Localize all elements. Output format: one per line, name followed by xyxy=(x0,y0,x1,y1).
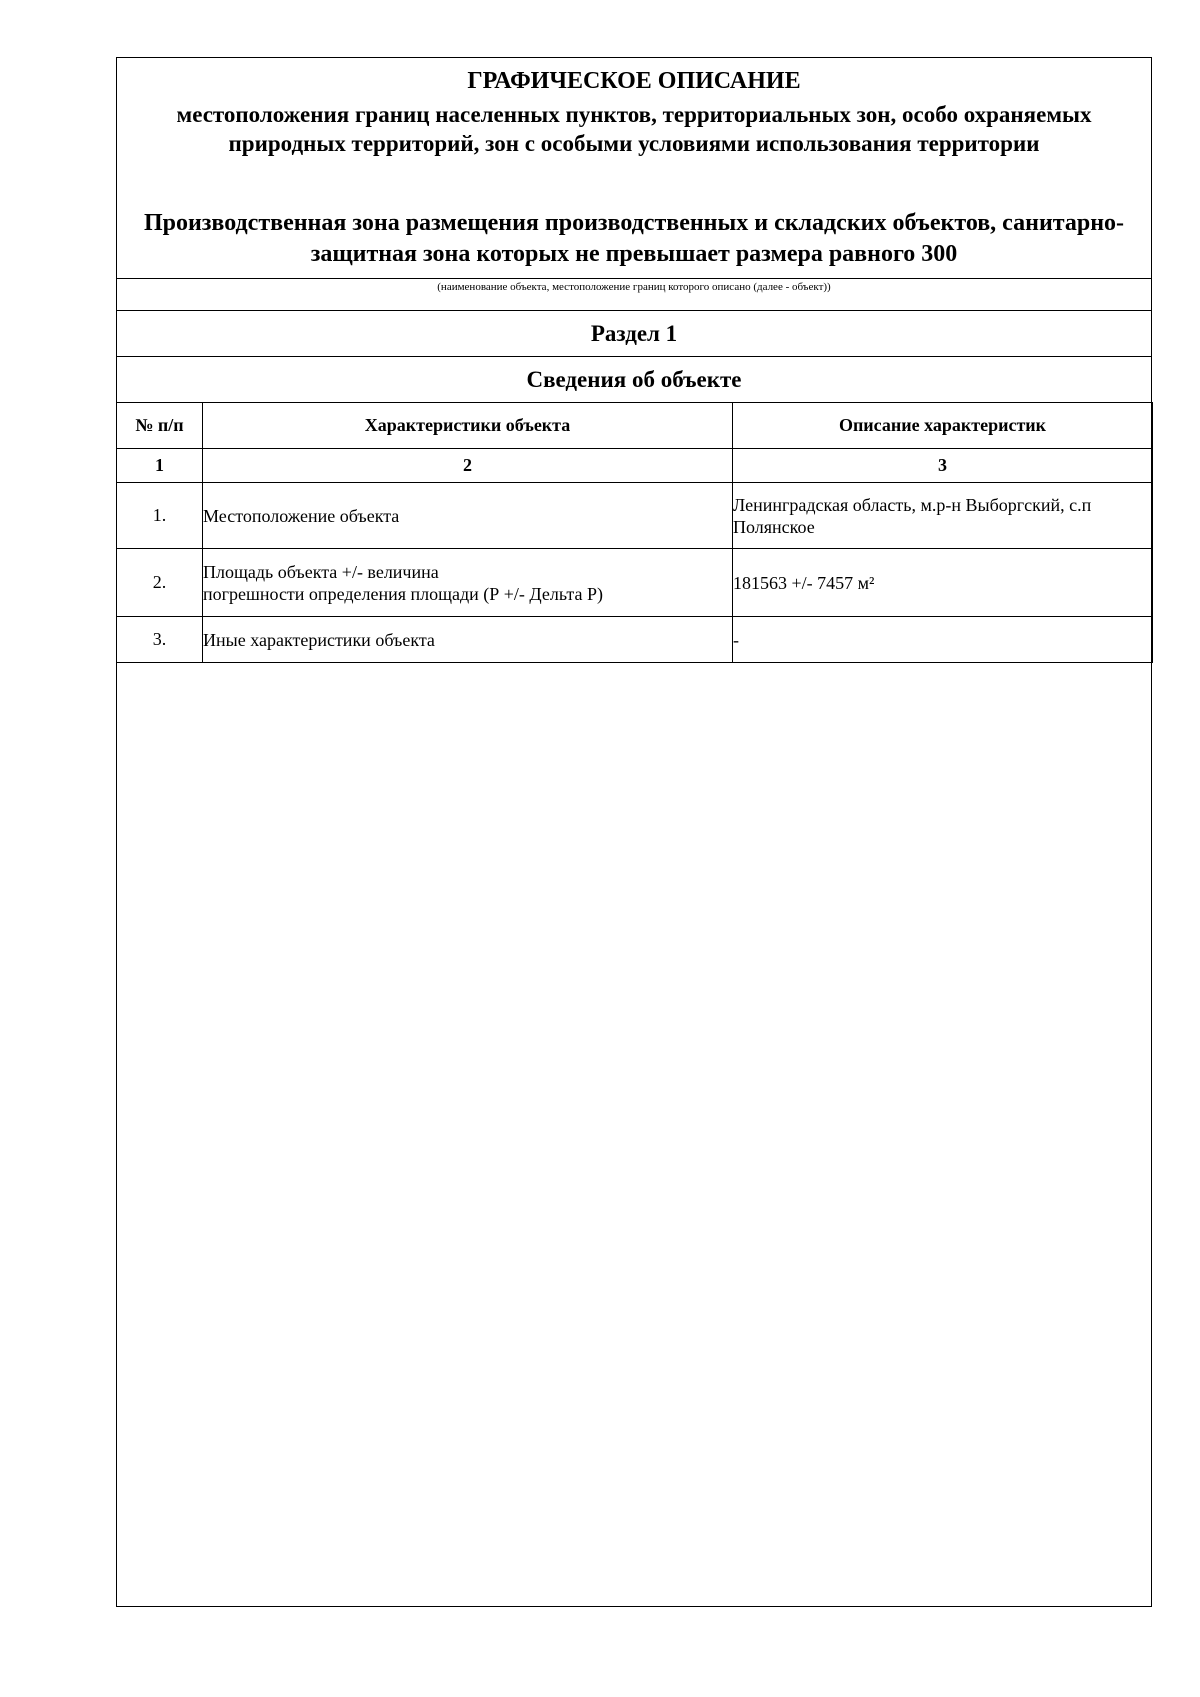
table-header-row xyxy=(117,403,1153,449)
column-number: 1 xyxy=(117,449,203,483)
column-number: 2 xyxy=(203,449,733,483)
section-number: Раздел 1 xyxy=(590,321,678,346)
characteristic-line: погрешности определения площади (Р +/- Дельта Р) xyxy=(203,583,603,604)
characteristic-cell: Иные характеристики объекта xyxy=(203,617,733,663)
description-cell: 181563 +/- 7457 м² xyxy=(733,549,1153,617)
characteristic-line: Площадь объекта +/- величина xyxy=(203,561,439,582)
section-title: Сведения об объекте xyxy=(526,367,742,392)
object-info-table xyxy=(116,402,1153,663)
document-header xyxy=(117,58,1151,279)
column-header: Описание характеристик xyxy=(733,403,1153,449)
row-number: 2. xyxy=(117,549,203,617)
document-subtitle: местоположения границ населенных пунктов, территориальных зон, особо охраняемых природных территорий, зон с особыми условиями использования территории xyxy=(176,102,1092,156)
column-number: 3 xyxy=(733,449,1153,483)
object-name: Производственная зона размещения производственных и складских объектов, санитарно-защитная зона которых не превышает размера равного 300 xyxy=(143,210,1125,267)
characteristic-cell: Местоположение объекта xyxy=(203,483,733,549)
document-frame xyxy=(116,57,1152,1607)
row-number: 1. xyxy=(117,483,203,549)
column-header: Характеристики объекта xyxy=(203,403,733,449)
description-cell: Ленинградская область, м.р-н Выборгский, с.п Полянское xyxy=(733,483,1153,549)
row-number: 3. xyxy=(117,617,203,663)
table-row xyxy=(117,617,1153,663)
divider xyxy=(117,278,1151,279)
object-name-caption: (наименование объекта, местоположение границ которого описано (далее - объект)) xyxy=(437,281,831,293)
column-header: № п/п xyxy=(117,403,203,449)
column-number-row xyxy=(117,449,1153,483)
description-cell: - xyxy=(733,617,1153,663)
document-title: ГРАФИЧЕСКОЕ ОПИСАНИЕ xyxy=(467,68,801,94)
table-row xyxy=(117,549,1153,617)
characteristic-cell xyxy=(203,549,733,617)
table-row xyxy=(117,483,1153,549)
